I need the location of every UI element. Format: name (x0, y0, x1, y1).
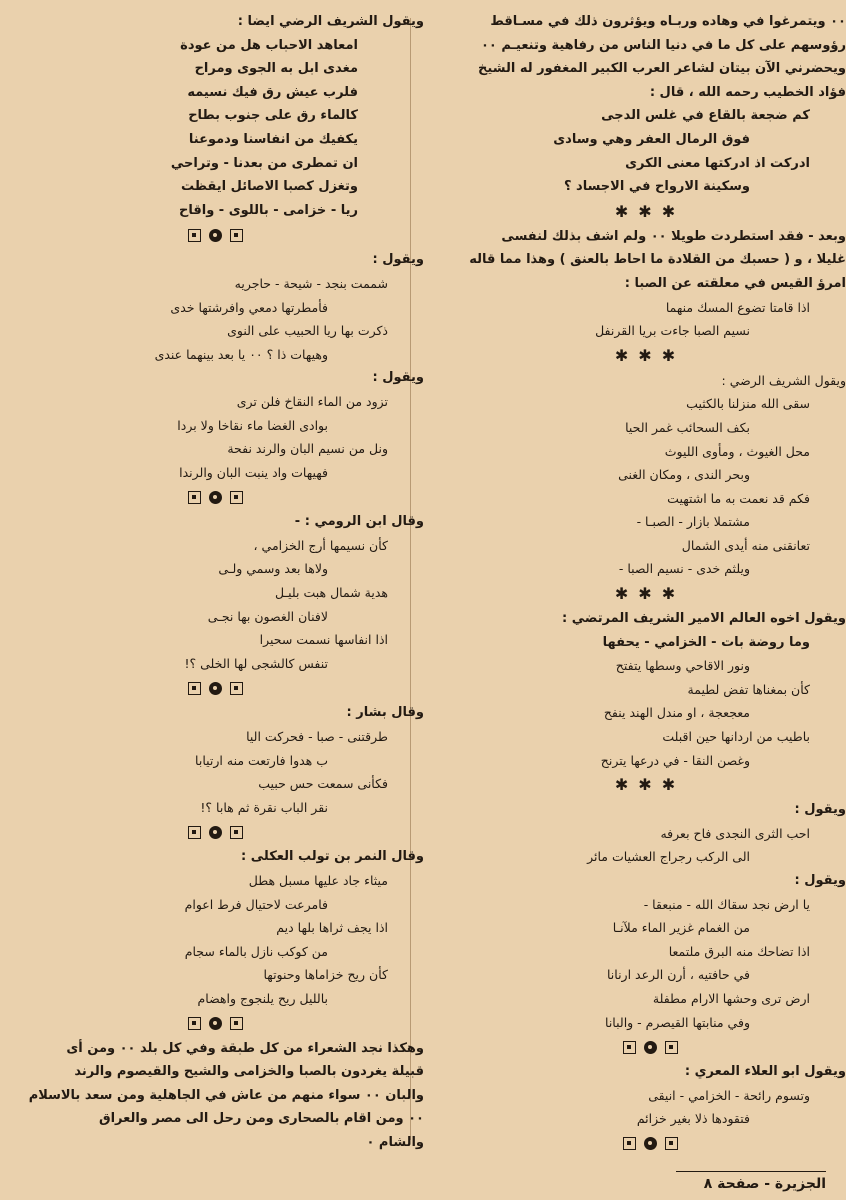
verse-line: طرقتنى - صبا - فحركت اليا (246, 729, 388, 745)
verse-line: وتسوم رائحة - الخزامي - انيقى (648, 1087, 810, 1103)
verse-line: ارض ترى وحشها الارام مطفلة (652, 990, 810, 1006)
square-ornament-icon (188, 826, 201, 839)
verse-line: ويلثم خدى - نسيم الصبا - (618, 561, 750, 577)
square-ornament-icon (230, 1017, 243, 1030)
poet-intro: ويقول : (372, 370, 424, 386)
square-ornament-icon (623, 1137, 636, 1150)
poet-intro: وقال بشار : (346, 705, 424, 721)
verse-line: فتقودها ذلا بغير خزائم (636, 1111, 750, 1127)
square-ornament-icon (230, 229, 243, 242)
poet-intro: ويقول : (372, 252, 424, 268)
verse-line: الى الركب رجراج العشيات مائر (587, 849, 750, 865)
verse-line: اذا قامتا تضوع المسك منهما (665, 299, 810, 315)
poet-intro: ويقول الشريف الرضي ايضا : (237, 14, 424, 29)
poet-intro: وقال ابن الرومي : - (294, 514, 424, 530)
verse-line: ريا - خزامى - باللوى - واقاح (178, 202, 358, 218)
circle-ornament-icon (644, 1137, 657, 1150)
poet-intro: ويقول ابو العلاء المعري : (684, 1064, 846, 1080)
square-ornament-icon (188, 229, 201, 242)
poet-intro: ويقول : (794, 873, 846, 888)
closing-paragraph-line: والبان ٠٠ سواء منهم من عاش في الجاهلية ومن سعد بالاسلام (28, 1087, 424, 1103)
verse-line: ميثاء جاد عليها مسبل هطل (248, 873, 388, 888)
circle-ornament-icon (209, 682, 222, 695)
intro-line: فؤاد الخطيب رحمه الله ، قال : (649, 84, 846, 100)
verse-line: وفي منابتها القيصرم - والبانا (605, 1014, 750, 1030)
poet-intro: ويقول : (794, 802, 846, 818)
verse-line: ولاها بعد وسمي ولـى (218, 561, 328, 577)
verse-line: ونل من نسيم البان والرند نفحة (227, 441, 388, 457)
poet-intro: وقال النمر بن تولب العكلى : (241, 849, 424, 865)
verse-line: يا ارض نجد سقاك الله - منبعقا - (643, 896, 810, 912)
ornament-separator (6, 819, 424, 845)
verse-line: مشتملا بازار - الصبـا - (636, 514, 750, 530)
square-ornament-icon (230, 826, 243, 839)
verse-line: ذكرت بها ريا الحبيب على النوى (227, 323, 388, 339)
intro-line: ٠٠ ويتمرغوا في وهاده وربـاه ويؤثرون ذلك في مسـاقط (490, 14, 846, 29)
closing-paragraph-line: وهكذا نجد الشعراء من كل طبقة وفي كل بلد ٠٠ ومن أى (66, 1040, 424, 1056)
verse-line: تنفس كالشجى لها الخلى ؟! (184, 655, 328, 671)
verse-line: فلرب عيش رق فيك نسيمه (187, 84, 358, 100)
ornament-separator (454, 1131, 846, 1157)
square-ornament-icon (188, 491, 201, 504)
verse-line: فكأنى سمعت حس حبيب (258, 776, 388, 792)
verse-line: بكف السحائب غمر الحيا (625, 419, 750, 435)
verse-line: مغدى ابل به الجوى ومراح (194, 61, 358, 77)
verse-line: في حافتيه ، أرن الرعد ارنانا (606, 967, 750, 983)
closing-paragraph-line: قبيلة يغردون بالصبا والخزامى والشيح والقيصوم والرند (74, 1064, 424, 1080)
verse-line: معجعجة ، او مندل الهند ينفح (603, 705, 750, 721)
verse-line: اذا تضاحك منه البرق ملتمعا (668, 943, 810, 959)
ornament-separator (6, 484, 424, 510)
verse-line: فهيهات واد ينبت البان والرندا (179, 464, 328, 480)
verse-line: اذا يجف ثراها بلها ديم (276, 920, 388, 936)
verse-line: تعانقنى منه أيدى الشمال (681, 537, 810, 553)
verse-line: نسيم الصبا جاءت بريا القرنفل (595, 323, 750, 339)
right-column (454, 10, 846, 1200)
verse-line: فوق الرمال العفر وهي وسادى (553, 131, 750, 147)
circle-ornament-icon (209, 826, 222, 839)
verse-line: احب الثرى النجدى فاح بعرفه (660, 825, 810, 841)
verse-line: تزود من الماء النقاخ فلن ترى (236, 393, 388, 409)
poet-intro: ويقول الشريف الرضي : (721, 372, 846, 388)
verse-line: كم ضجعة بالقاع في غلس الدجى (601, 108, 810, 124)
verse-line: وسكينة الارواح في الاجساد ؟ (563, 179, 750, 195)
intro-line: رؤوسهم على كل ما في دنيا الناس من رفاهية وتنعيـم ٠٠ (480, 37, 846, 53)
verse-line: فامرعت لاحتيال فرط اعوام (184, 896, 328, 912)
verse-line: كأن نسيمها أرج الخزامي ، (253, 537, 388, 553)
circle-ornament-icon (209, 1017, 222, 1030)
square-ornament-icon (665, 1041, 678, 1054)
stars-separator: ✱✱✱ (614, 201, 686, 221)
closing-paragraph-line: ٠٠ ومن اقام بالصحارى ومن رحل الى مصر والعراق (98, 1111, 424, 1127)
circle-ornament-icon (644, 1041, 657, 1054)
verse-line: محل الغيوث ، ومأوى الليوث (664, 443, 810, 459)
ornament-separator (6, 675, 424, 701)
square-ornament-icon (188, 682, 201, 695)
verse-line: ب هدوا فارتعت منه ارتيابا (195, 752, 328, 768)
square-ornament-icon (230, 682, 243, 695)
page-footer: الجزيرة - صفحة ٨ (676, 1171, 826, 1192)
verse-line: لافنان الغصون بها نجـى (207, 608, 328, 624)
stars-separator: ✱✱✱ (614, 345, 686, 365)
verse-line: نقر الباب نقرة ثم هابا ؟! (200, 799, 328, 815)
square-ornament-icon (188, 1017, 201, 1030)
ornament-separator (6, 1011, 424, 1037)
verse-line: ونور الاقاحي وسطها يتفتح (615, 658, 750, 674)
verse-line: وما روضة بات - الخزامي - يحفها (602, 634, 810, 650)
square-ornament-icon (230, 491, 243, 504)
verse-line: كأن ريح خزاماها وحنوتها (263, 967, 388, 983)
left-column (6, 10, 424, 1200)
closing-paragraph-line: والشام ٠ (366, 1134, 424, 1150)
square-ornament-icon (665, 1137, 678, 1150)
ornament-separator (6, 222, 424, 248)
verse-line: يكفيك من انفاسنا ودموعنا (188, 131, 358, 147)
paragraph-line: وبعد - فقد استطردت طويلا ٠٠ ولم اشف بذلك لنفسى (501, 228, 846, 244)
verse-line: اذا انفاسها نسمت سحيرا (259, 632, 388, 648)
ornament-separator (454, 1034, 846, 1060)
paragraph-line: غليلا ، و ( حسبك من القلادة ما احاط بالعنق ) وهذا مما قاله (469, 252, 846, 268)
paragraph-line: امرؤ القيس في معلقته عن الصبا : (624, 275, 846, 291)
intro-line: ويحضرني الآن بيتان لشاعر العرب الكبير المغفور له الشيخ (478, 61, 846, 77)
square-ornament-icon (623, 1041, 636, 1054)
verse-line: سقى الله منزلنا بالكثيب (686, 396, 810, 412)
verse-line: فأمطرتها دمعي وافرشتها خدى (170, 299, 328, 315)
poet-intro: ويقول اخوه العالم الامير الشريف المرتضي : (562, 611, 846, 627)
verse-line: ان تمطرى من بعدنا - وتراحي (170, 155, 358, 171)
verse-line: باطيب من اردانها حين اقبلت (662, 729, 810, 745)
stars-separator: ✱✱✱ (614, 775, 686, 795)
verse-line: فكم قد نعمت به ما اشتهيت (667, 490, 810, 506)
circle-ornament-icon (209, 229, 222, 242)
verse-line: من كوكب نازل بالماء سجام (184, 943, 328, 959)
verse-line: هدية شمال هبت بليـل (274, 585, 388, 601)
verse-line: وبحر الندى ، ومكان الغنى (618, 467, 750, 483)
verse-line: ادركت اذ ادركتها معنى الكرى (625, 155, 810, 171)
verse-line: كأن بمغناها تفض لطيمة (687, 681, 810, 697)
verse-line: وتغزل كصبا الاصائل ايقظت (181, 179, 358, 195)
verse-line: وغصن النقا - في درعها يترنح (600, 752, 750, 768)
verse-line: وهيهات ذا ؟ ٠٠ يا بعد بينهما عندى (154, 346, 328, 362)
verse-line: شممت بنجد - شيحة - حاجريه (234, 275, 388, 291)
verse-line: امعاهد الاحباب هل من عودة (180, 37, 358, 53)
stars-separator: ✱✱✱ (614, 584, 686, 604)
verse-line: كالماء رق على جنوب بطاح (188, 108, 358, 124)
verse-line: من الغمام غزير الماء ملآنـا (612, 920, 750, 936)
verse-line: بوادى الغضا ماء نقاخا ولا بردا (177, 417, 328, 433)
verse-line: بالليل ريح يلنجوج واهضام (197, 990, 328, 1006)
circle-ornament-icon (209, 491, 222, 504)
